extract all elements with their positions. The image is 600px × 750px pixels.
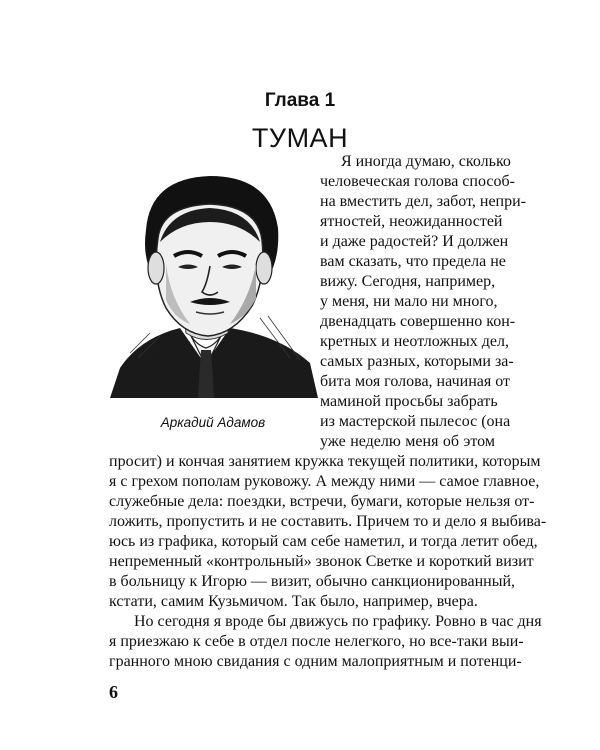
text-line: я приезжаю к себе в отдел после нелегкого, но все-таки выи-: [109, 633, 524, 650]
text-line: уже неделю меня об этом: [320, 433, 495, 450]
text-line: служебные дела: поездки, встречи, бумаги, которые нельзя от-: [109, 493, 535, 510]
text-line: я с грехом пополам руковожу. А между ними — самое главное,: [109, 473, 540, 490]
text-line: Но сегодня я вроде бы движусь по графику. Ровно в час дня: [134, 613, 542, 630]
text-line: кретных и неотложных дел,: [320, 333, 509, 350]
text-line: у меня, ни мало ни много,: [320, 293, 498, 310]
text-line: вижу. Сегодня, например,: [320, 273, 496, 290]
text-line: маминой просьбы забрать: [320, 393, 498, 410]
text-line: ятностей, неожиданностей: [320, 213, 503, 230]
text-line: на вместить дел, забот, непри-: [320, 193, 526, 210]
text-line: самых разных, которыми за-: [320, 353, 514, 370]
text-line: кстати, самим Кузьмичом. Так было, например, вчера.: [109, 593, 478, 610]
text-line: Я иногда думаю, сколько: [341, 153, 511, 170]
text-line: из мастерской пылесос (она: [320, 413, 511, 430]
text-line: двенадцать совершенно кон-: [320, 313, 516, 330]
text-line: юсь из графика, который сам себе наметил, и тогда летит обед,: [109, 533, 538, 550]
text-line: в больницу к Игорю — визит, обычно санкционированный,: [109, 573, 516, 590]
text-line: бита моя голова, начиная от: [320, 373, 510, 390]
text-line: непременный «контрольный» звонок Светке и короткий визит: [109, 553, 534, 570]
text-line: ложить, пропустить и не составить. Причем то и дело я выбива-: [109, 513, 547, 530]
text-line: гранного мною свидания с одним малоприятным и потенци-: [109, 653, 522, 670]
portrait-caption: Аркадий Адамов: [160, 415, 266, 430]
author-portrait: [110, 168, 318, 398]
text-line: вам сказать, что предела не: [320, 253, 506, 270]
page-number: 6: [109, 682, 118, 702]
chapter-label: Глава 1: [264, 90, 336, 111]
text-line: человеческая голова способ-: [320, 173, 515, 190]
text-line: и даже радостей? И должен: [320, 233, 509, 250]
text-line: просит) и кончая занятием кружка текущей политики, которым: [109, 453, 541, 470]
chapter-title: ТУМАН: [251, 123, 349, 153]
